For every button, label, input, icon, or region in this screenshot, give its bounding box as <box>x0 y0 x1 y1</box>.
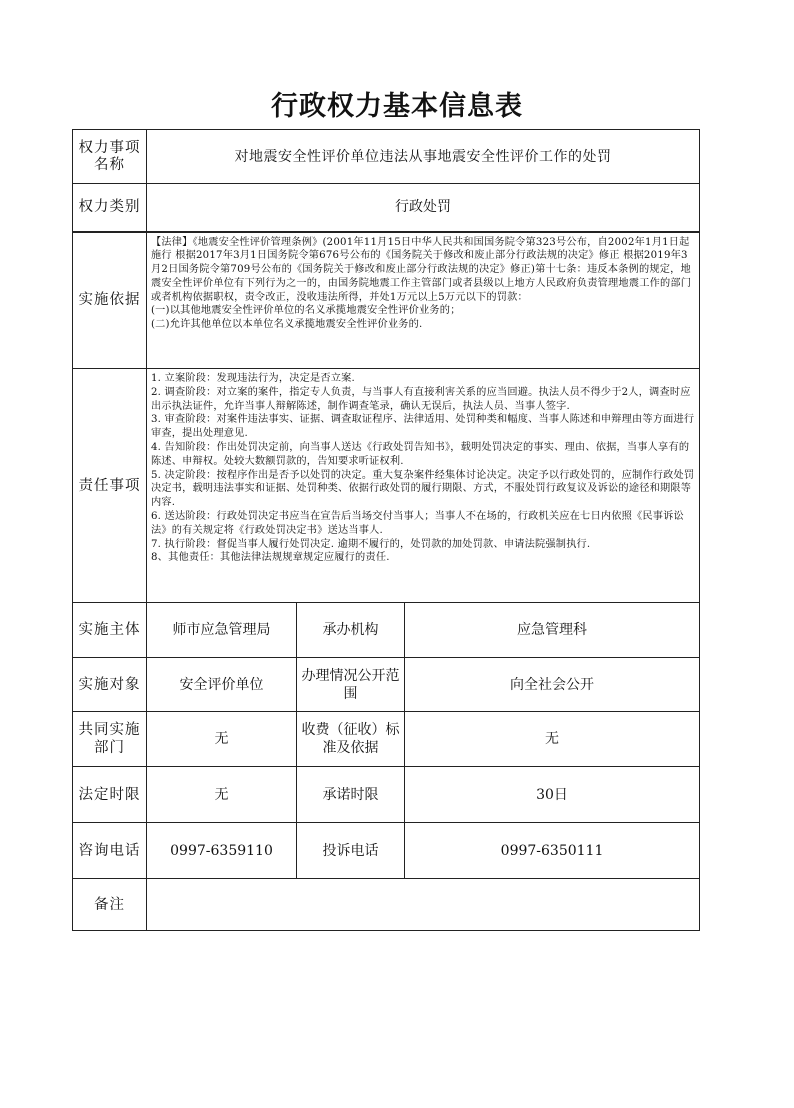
row-power-category <box>73 184 700 232</box>
responsibility-label: 责任事项 <box>73 369 147 603</box>
complaint-phone-value: 0997-6350111 <box>405 823 700 879</box>
subject-value: 师市应急管理局 <box>147 603 297 658</box>
power-category-value: 行政处罚 <box>147 184 700 232</box>
remark-value <box>147 879 700 931</box>
responsibility-line: 4. 告知阶段：作出处罚决定前，向当事人送达《行政处罚告知书》，载明处罚决定的事实、理由、依据，当事人享有的陈述、申辩权。处较大数额罚款的，告知要求听证权利. <box>151 441 690 467</box>
basis-content <box>147 232 700 369</box>
promised-time-limit-value: 30日 <box>405 767 700 823</box>
promised-time-limit-label: 承诺时限 <box>297 767 405 823</box>
disclosure-scope-value: 向全社会公开 <box>405 658 700 712</box>
power-category-label: 权力类别 <box>73 184 147 232</box>
responsibility-line: 7. 执行阶段：督促当事人履行处罚决定. 逾期不履行的，处罚款的加处罚款、申请法院强制执行. <box>151 538 591 550</box>
row-time-limit <box>73 767 700 823</box>
handling-org-label: 承办机构 <box>297 603 405 658</box>
legal-time-limit-value: 无 <box>147 767 297 823</box>
responsibility-line: 1. 立案阶段：发现违法行为，决定是否立案. <box>151 373 355 384</box>
basis-line: 【法律】《地震安全性评价管理条例》(2001年11月15日中华人民共和国国务院令第323号公布，自2002年1月1日起施行 根据2017年3月1日国务院令第676号公布的《国务院关于修改和废止部分行政法规的决定》修正 根据2019年3月2日国务院令第709号公布的《国务院关于修改和废止部分行政法规的决定》修正)第十七条：违反本条例的规定，地震安全性评价单位有下列行为之一的，由国务院地震工作主管部门或者县级以上地方人民政府负责管理地震工作的部门或者机构依据职权，责令改正，没收违法所得，并处1万元以上5万元以下的罚款： <box>151 236 692 303</box>
consult-phone-value: 0997-6359110 <box>147 823 297 879</box>
row-joint <box>73 712 700 767</box>
fee-basis-value: 无 <box>405 712 700 767</box>
consult-phone-label: 咨询电话 <box>73 823 147 879</box>
basis-line: (二)允许其他单位以本单位名义承揽地震安全性评价业务的. <box>151 319 423 331</box>
responsibility-line: 6. 送达阶段：行政处罚决定书应当在宣告后当场交付当事人；当事人不在场的，行政机关应在七日内依照《民事诉讼法》的有关规定将《行政处罚决定书》送达当事人. <box>151 510 684 536</box>
power-name-value: 对地震安全性评价单位违法从事地震安全性评价工作的处罚 <box>147 130 700 184</box>
responsibility-content <box>147 369 700 603</box>
row-responsibility <box>73 369 700 603</box>
page-title: 行政权力基本信息表 <box>271 91 523 122</box>
row-phone <box>73 823 700 879</box>
row-basis <box>73 232 700 369</box>
legal-time-limit-label: 法定时限 <box>73 767 147 823</box>
responsibility-line: 8、其他责任：其他法律法规规章规定应履行的责任. <box>151 552 390 564</box>
subject-label: 实施主体 <box>73 603 147 658</box>
joint-dept-value: 无 <box>147 712 297 767</box>
basis-label: 实施依据 <box>73 232 147 369</box>
responsibility-line: 5. 决定阶段：按程序作出是否予以处罚的决定。重大复杂案件经集体讨论决定。决定予以行政处罚的，应制作行政处罚决定书，载明违法事实和证据、处罚种类、依据行政处罚的履行期限、方式，不服处罚行政复议及诉讼的途径和期限等内容. <box>151 469 695 509</box>
row-remark <box>73 879 700 931</box>
responsibility-line: 2. 调查阶段：对立案的案件，指定专人负责，与当事人有直接利害关系的应当回避。执法人员不得少于2人，调查时应出示执法证件，允许当事人辩解陈述，制作调查笔录，确认无误后，执法人员、当事人签字. <box>151 386 691 412</box>
fee-basis-label: 收费（征收）标准及依据 <box>297 712 405 767</box>
disclosure-scope-label: 办理情况公开范围 <box>297 658 405 712</box>
target-value: 安全评价单位 <box>147 658 297 712</box>
row-subject <box>73 603 700 658</box>
target-label: 实施对象 <box>73 658 147 712</box>
row-target <box>73 658 700 712</box>
joint-dept-label: 共同实施部门 <box>73 712 147 767</box>
complaint-phone-label: 投诉电话 <box>297 823 405 879</box>
basis-line: (一)以其他地震安全性评价单位的名义承揽地震安全性评价业务的； <box>151 305 461 317</box>
responsibility-line: 3. 审查阶段：对案件违法事实、证据、调查取证程序、法律适用、处罚种类和幅度、当事人陈述和申辩理由等方面进行审查，提出处理意见. <box>151 414 695 440</box>
power-name-label: 权力事项名称 <box>73 130 147 184</box>
info-table <box>72 129 700 931</box>
row-power-name <box>73 130 700 184</box>
remark-label: 备注 <box>73 879 147 931</box>
handling-org-value: 应急管理科 <box>405 603 700 658</box>
